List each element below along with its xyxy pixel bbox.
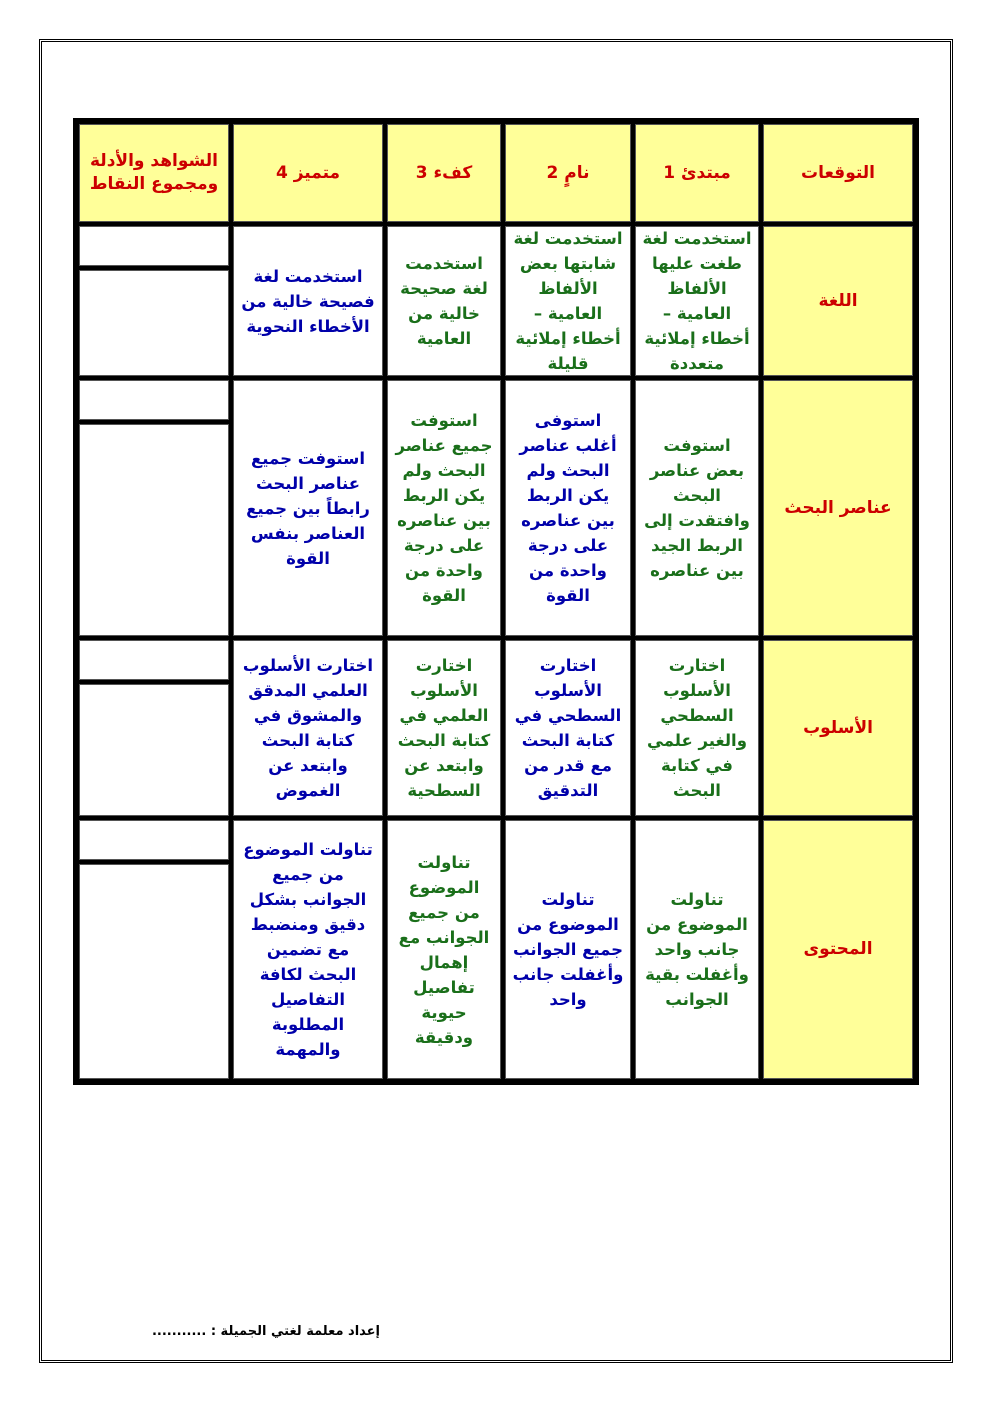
header-level4: متميز 4: [233, 124, 383, 222]
row-label-content: المحتوى: [763, 820, 913, 1079]
evidence-box-small: [79, 640, 229, 680]
cell-language-level4: استخدمت لغة فصيحة خالية من الأخطاء النحوية: [233, 226, 383, 376]
evidence-box-small: [79, 820, 229, 860]
cell-language-level2: استخدمت لغة شابتها بعض الألفاظ العامية – أخطاء إملائية قليلة: [505, 226, 631, 376]
cell-research-elements-level2: استوفى أغلب عناصر البحث ولم يكن الربط بين عناصره على درجة واحدة من القوة: [505, 380, 631, 636]
cell-language-level3: استخدمت لغة صحيحة خالية من العامية: [387, 226, 501, 376]
evidence-box-large: [79, 424, 229, 636]
cell-content-level2: تناولت الموضوع من جميع الجوانب وأغفلت جانب واحد: [505, 820, 631, 1079]
cell-research-elements-level4: استوفت جميع عناصر البحث رابطاً بين جميع العناصر بنفس القوة: [233, 380, 383, 636]
evidence-box-small: [79, 380, 229, 420]
evidence-box-large: [79, 270, 229, 376]
row-label-style: الأسلوب: [763, 640, 913, 816]
header-evidence: الشواهد والأدلة ومجموع النقاط: [79, 124, 229, 222]
cell-research-elements-level1: استوفت بعض عناصر البحث وافتقدت إلى الربط الجيد بين عناصره: [635, 380, 759, 636]
row-label-language: اللغة: [763, 226, 913, 376]
evidence-box-small: [79, 226, 229, 266]
header-level3: كفء 3: [387, 124, 501, 222]
cell-style-level4: اختارت الأسلوب العلمي المدقق والمشوق في كتابة البحث وابتعد عن الغموض: [233, 640, 383, 816]
header-level1: مبتدئ 1: [635, 124, 759, 222]
evidence-box-large: [79, 864, 229, 1079]
cell-content-level4: تناولت الموضوع من جميع الجوانب بشكل دقيق ومنضبط مع تضمين البحث لكافة التفاصيل المطلوبة والمهمة: [233, 820, 383, 1079]
cell-style-level3: اختارت الأسلوب العلمي في كتابة البحث وابتعد عن السطحية: [387, 640, 501, 816]
cell-style-level2: اختارت الأسلوب السطحي في كتابة البحث مع قدر من التدقيق: [505, 640, 631, 816]
footer-credit: إعداد معلمة لغتي الجميلة : ...........: [151, 1324, 380, 1339]
cell-language-level1: استخدمت لغة طغت عليها الألفاظ العامية – أخطاء إملائية متعددة: [635, 226, 759, 376]
rubric-table: [73, 118, 919, 1085]
cell-content-level1: تناولت الموضوع من جانب واحد وأغفلت بقية الجوانب: [635, 820, 759, 1079]
header-level2: نامٍ 2: [505, 124, 631, 222]
cell-content-level3: تناولت الموضوع من جميع الجوانب مع إهمال تفاصيل حيوية ودقيقة: [387, 820, 501, 1079]
cell-research-elements-level3: استوفت جميع عناصر البحث ولم يكن الربط بين عناصره على درجة واحدة من القوة: [387, 380, 501, 636]
row-label-research-elements: عناصر البحث: [763, 380, 913, 636]
cell-style-level1: اختارت الأسلوب السطحي والغير علمي في كتابة البحث: [635, 640, 759, 816]
evidence-box-large: [79, 684, 229, 816]
header-expectations: التوقعات: [763, 124, 913, 222]
